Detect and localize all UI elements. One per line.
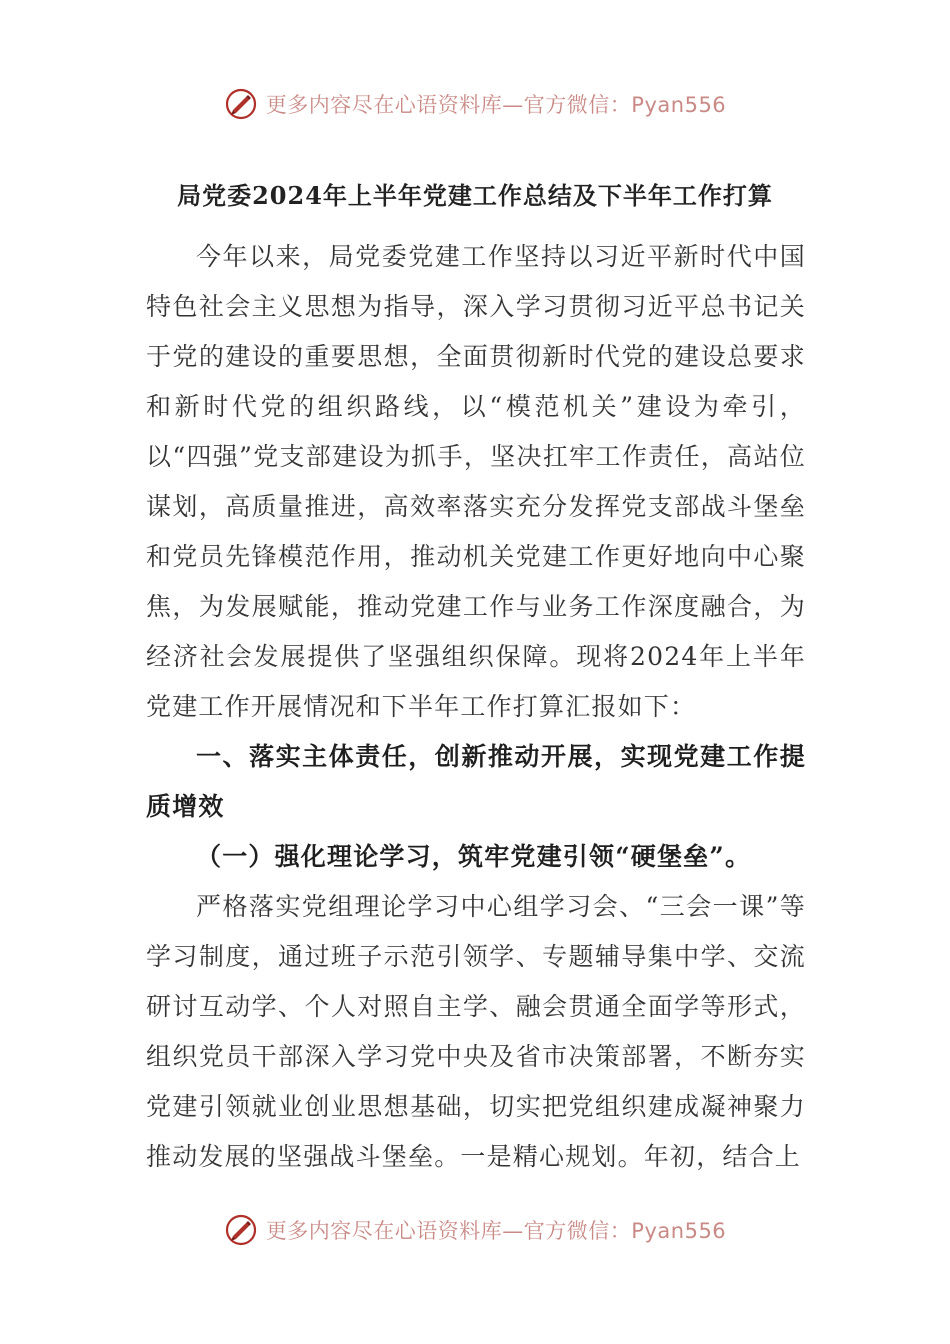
body-paragraph: 严格落实党组理论学习中心组学习会、“三会一课”等学习制度，通过班子示范引领学、专题辅导集中学、交流研讨互动学、个人对照自主学、融会贯通全面学等形式，组织党员干部深入学习党中央及省市决策部署，不断夯实党建引领就业创业思想基础，切实把党组织建成凝神聚力推动发展的坚强战斗堡垒。一是精心规划。年初，结合上	[146, 892, 806, 1171]
watermark-banner-top	[0, 84, 950, 124]
document-body	[146, 232, 806, 1182]
watermark-banner-bottom	[0, 1210, 950, 1250]
pen-seal-logo-icon	[224, 1213, 258, 1247]
subsection-heading-1: （一）强化理论学习，筑牢党建引领“硬堡垒”。	[196, 842, 752, 871]
watermark-text: 更多内容尽在心语资料库—官方微信：Pyan556	[265, 93, 727, 117]
section-heading-1: 一、落实主体责任，创新推动开展，实现党建工作提质增效	[146, 742, 806, 821]
intro-paragraph: 今年以来，局党委党建工作坚持以习近平新时代中国特色社会主义思想为指导，深入学习贯彻习近平总书记关于党的建设的重要思想，全面贯彻新时代党的建设总要求和新时代党的组织路线，以“模范机关”建设为牵引，以“四强”党支部建设为抓手，坚决扛牢工作责任，高站位谋划，高质量推进，高效率落实充分发挥党支部战斗堡垒和党员先锋模范作用，推动机关党建工作更好地向中心聚焦，为发展赋能，推动党建工作与业务工作深度融合，为经济社会发展提供了坚强组织保障。现将2024年上半年党建工作开展情况和下半年工作打算汇报如下：	[146, 242, 806, 721]
document-title: 局党委2024年上半年党建工作总结及下半年工作打算	[177, 181, 773, 210]
pen-seal-logo-icon	[224, 87, 258, 121]
watermark-text: 更多内容尽在心语资料库—官方微信：Pyan556	[265, 1219, 727, 1243]
